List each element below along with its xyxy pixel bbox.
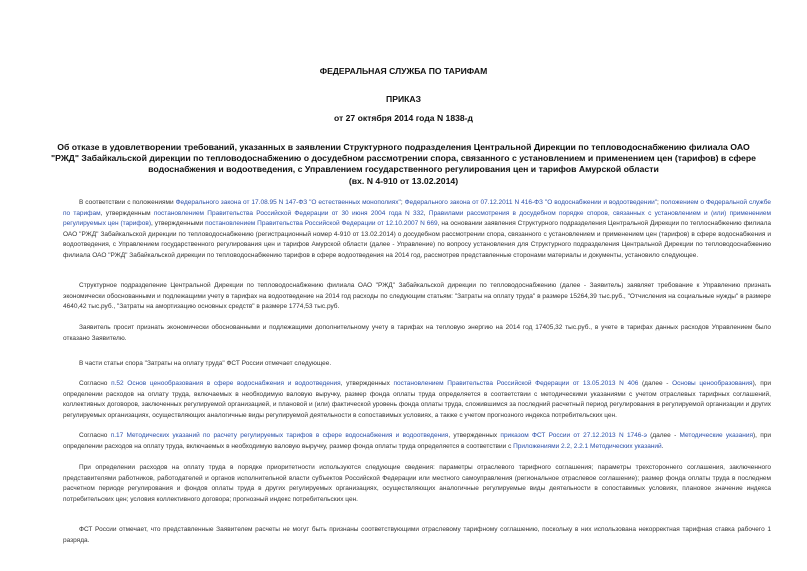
- text-segment: ;: [400, 199, 405, 206]
- paragraph-legal-basis: [63, 198, 771, 262]
- document-type-heading: ПРИКАЗ: [386, 94, 421, 104]
- link-methodical-guidelines[interactable]: Методические указания: [679, 432, 753, 439]
- link-federal-law-416[interactable]: Федерального закона от 07.12.2011 N 416-ФЗ "О водоснабжении и водоотведении": [404, 199, 658, 206]
- document-title: [40, 142, 767, 187]
- paragraph-methodical-guidelines: [63, 431, 771, 452]
- link-resolution-669[interactable]: постановлением Правительства Российской Федерации от 12.10.2007 N 669: [205, 220, 438, 228]
- text-segment: , утвержденных: [340, 380, 394, 387]
- paragraph-priority-info: При определении расходов на оплату труда в порядке приоритетности используются следующие сведения: параметры отраслевого тарифного соглашения; параметры трехстороннего соглашения, заключенного представителями работников, работодателей и органов исполнительной власти субъектов Российской Федерации или местного самоуправления (региональное отраслевое соглашение); размер фонда оплаты труда в последнем расчетном периоде регулирования и фондов оплаты труда в других регулируемых организациях, осуществляющих аналогичные регулируемые виды деятельности в сопоставимых условиях, плановое значение индекса потребительских цен; условия коллективного договора; прогнозный индекс потребительских цен.: [63, 464, 771, 503]
- link-federal-law-147[interactable]: Федерального закона от 17.08.95 N 147-ФЗ "О естественных монополиях": [175, 199, 401, 206]
- text-segment: (далее -: [646, 432, 680, 439]
- paragraph-claim: Структурное подразделение Центральной Дирекции по тепловодоснабжению филиала ОАО "РЖД" Забайкальской дирекции по тепловодоснабжению (далее - Заявитель) заявляет требование к Управлению признать экономически обоснованными и подлежащими учету в тарифах на водоотведение на 2014 год расходы по следующим статьям: "Затраты на оплату труда" в размере 15264,39 тыс.руб., "Отчисления на социальные нужды" в размере 4640,42 тыс.руб., "Затраты на амортизацию основных средств" в размере 1774,53 тыс.руб.: [63, 282, 771, 311]
- date-number-heading: от 27 октября 2014 года N 1838-д: [334, 113, 473, 123]
- text-segment: , утвержденным: [100, 209, 154, 217]
- text-segment: ,: [423, 209, 429, 217]
- link-fts-regulation[interactable]: положением о Федеральной службе по тарифам: [63, 199, 771, 217]
- paragraph-request: Заявитель просит признать экономически обоснованными и подлежащими дополнительному учету в тарифах на тепловую энергию на 2014 год 17405,32 тыс.руб., в учете в тарифах данных расходов Управлением было отказано Заявителю.: [63, 324, 771, 342]
- paragraph-labor-costs-intro: В части статьи спора "Затраты на оплату труда" ФСТ России отмечает следующее.: [79, 360, 332, 367]
- text-segment: Согласно: [79, 380, 112, 387]
- text-segment: , утвержденных: [448, 432, 501, 439]
- agency-heading: ФЕДЕРАЛЬНАЯ СЛУЖБА ПО ТАРИФАМ: [319, 66, 488, 76]
- text-segment: Согласно: [79, 432, 111, 439]
- text-segment: В соответствии с положениями: [79, 199, 176, 206]
- link-pricing-basics[interactable]: Основы ценообразования: [672, 380, 753, 387]
- link-pricing-basics-p52[interactable]: п.52 Основ ценообразования в сфере водоснабжения и водоотведения: [111, 380, 341, 387]
- link-guidelines-p17[interactable]: п.17 Методических указаний по расчету регулируемых тарифов в сфере водоснабжения и водоотведения: [110, 432, 449, 439]
- title-line-3: водоснабжения и водоотведения, с Управлением государственного регулирования цен и тарифов Амурской области: [148, 164, 659, 175]
- paragraph-conclusion: ФСТ России отмечает, что представленные Заявителем расчеты не могут быть признаны соответствующими отраслевому тарифному соглашению, поскольку в них использована некорректная тарифная ставка рабочего 1 разряда.: [63, 526, 771, 544]
- link-appendices[interactable]: Приложениями 2.2, 2.2.1 Методических указаний: [513, 442, 662, 450]
- title-line-1: Об отказе в удовлетворении требований, указанных в заявлении Структурного подразделения Центральной Дирекции по тепловодоснабжению филиала ОАО: [57, 142, 750, 152]
- link-resolution-332[interactable]: постановлением Правительства Российской Федерации от 30 июня 2004 года N 332: [153, 209, 424, 217]
- link-order-1746[interactable]: приказом ФСТ России от 27.12.2013 N 1746-э: [500, 432, 647, 439]
- text-segment: .: [661, 442, 664, 450]
- text-segment: ), при определении расходов на оплату труда, включаемых в необходимую валовую выручку, размер фонда оплаты труда определяется в соответствии с: [63, 432, 771, 450]
- text-segment: , на основании заявления Структурного подразделения Центральной Дирекции по теплоснабжению филиала ОАО "РЖД" Забайкальской дирекции по тепловодоснабжению (регистрационный номер 4-910 от 13.02.2014) о досудебном рассмотрении спора, связанного с установлением и применением цен (тарифов) в сфере водоснабжения и водоотведения, с Управлением государственного регулирования цен и тарифов Амурской области (далее - Управление) по вопросу установления для Структурного подразделения Центральной Дирекции по тепловодоснабжению филиала ОАО "РЖД" Забайкальской дирекции по тепловодоснабжению тарифов в сфере водоотведения на 2014 год, рассмотрев представленные сторонами материалы и документы, установило следующее.: [63, 220, 771, 259]
- text-segment: , утвержденными: [151, 220, 206, 228]
- title-line-2: "РЖД" Забайкальской дирекции по тепловодоснабжению о досудебном рассмотрении спора, связанного с установлением и применением цен (тарифов) в сфере: [51, 153, 756, 164]
- link-resolution-406[interactable]: постановлением Правительства Российской Федерации от 13.05.2013 N 406: [393, 380, 639, 387]
- link-dispute-rules[interactable]: Правилами рассмотрения в досудебном порядке споров, связанных с установлением и (или) применением регулируемых цен (тарифов): [63, 209, 771, 228]
- text-segment: (далее -: [638, 380, 673, 387]
- text-segment: ;: [657, 199, 661, 206]
- title-line-4: (вх. N 4-910 от 13.02.2014): [348, 175, 459, 186]
- paragraph-pricing-basics: [63, 379, 771, 421]
- text-segment: ), при определении расходов на оплату труда, включаемых в необходимую валовую выручку, размер фонда оплаты труда определяется в соответствии с методическими указаниями с учетом отраслевых тарифных соглашений, коллективных договоров, заключенных регулируемой организацией, и плановой и (или) фактической уровень фонда оплаты труда, сложившимся за последний расчетный период регулирования в регулируемой организации и других регулируемых организациях, осуществляющих аналогичные виды регулируемой деятельности в сопоставимых условиях, а также с учетом прогнозного индекса потребительских цен.: [63, 380, 771, 419]
